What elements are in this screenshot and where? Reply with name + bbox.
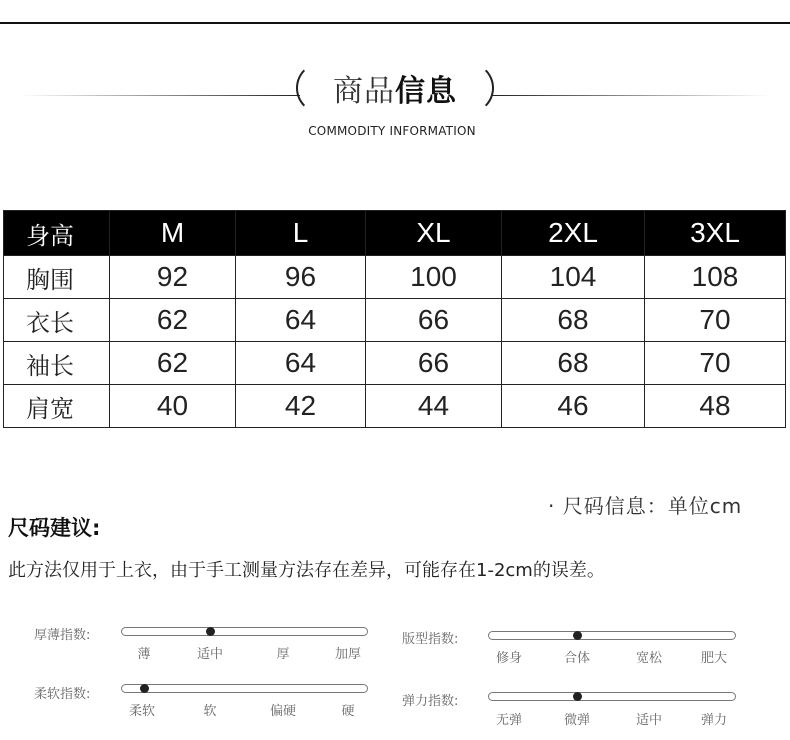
size-table — [3, 210, 786, 428]
table-row — [4, 342, 786, 385]
row-label: 袖长 — [4, 342, 110, 385]
header-line-left — [20, 95, 300, 96]
table-cell: 66 — [366, 342, 502, 385]
fit-tick: 宽松 — [635, 651, 662, 666]
softness-index-marker — [140, 684, 149, 693]
row-label: 衣长 — [4, 299, 110, 342]
table-cell: 68 — [502, 299, 645, 342]
row-label: 胸围 — [4, 256, 110, 299]
advice-text: 此方法仅用于上衣，由于手工测量方法存在差异，可能存在1-2cm的误差。 — [8, 560, 605, 581]
unit-note: · 尺码信息：单位cm — [548, 494, 743, 518]
stretch-tick: 适中 — [635, 713, 662, 728]
table-row — [4, 256, 786, 299]
size-table-header — [4, 211, 786, 256]
page-title — [300, 66, 490, 110]
advice-title: 尺码建议: — [8, 516, 101, 540]
title-bold: 信息 — [395, 74, 457, 109]
header-line-right — [492, 95, 770, 96]
fit-tick: 合体 — [563, 651, 590, 666]
table-cell: 48 — [645, 385, 786, 428]
table-cell: 100 — [366, 256, 502, 299]
table-row — [4, 385, 786, 428]
fit-tick: 肥大 — [700, 651, 727, 666]
softness-tick: 偏硬 — [269, 704, 296, 719]
softness-tick: 硬 — [341, 704, 355, 719]
stretch-tick: 弹力 — [700, 713, 727, 728]
thickness-tick: 薄 — [137, 647, 151, 662]
page-subtitle: COMMODITY INFORMATION — [308, 124, 476, 138]
table-cell: 62 — [110, 342, 236, 385]
softness-tick: 软 — [203, 704, 217, 719]
header-cell: 身高 — [4, 211, 110, 256]
table-cell: 96 — [236, 256, 366, 299]
thickness-tick: 厚 — [276, 647, 290, 662]
header-cell: XL — [366, 211, 502, 256]
table-row — [4, 299, 786, 342]
stretch-index-label: 弹力指数: — [402, 694, 459, 709]
table-cell: 68 — [502, 342, 645, 385]
softness-index-label: 柔软指数: — [34, 687, 91, 702]
stretch-tick: 微弹 — [563, 713, 590, 728]
header-cell: M — [110, 211, 236, 256]
row-label: 肩宽 — [4, 385, 110, 428]
stretch-index-track — [488, 692, 736, 701]
top-divider — [0, 22, 790, 24]
header-cell: 2XL — [502, 211, 645, 256]
table-cell: 64 — [236, 299, 366, 342]
header-cell: 3XL — [645, 211, 786, 256]
table-cell: 46 — [502, 385, 645, 428]
header-cell: L — [236, 211, 366, 256]
table-cell: 66 — [366, 299, 502, 342]
thickness-index-marker — [206, 627, 215, 636]
table-cell: 108 — [645, 256, 786, 299]
table-cell: 42 — [236, 385, 366, 428]
fit-index-label: 版型指数: — [402, 632, 459, 647]
thickness-index-track — [121, 627, 368, 636]
table-cell: 70 — [645, 299, 786, 342]
table-cell: 64 — [236, 342, 366, 385]
fit-index-track — [488, 631, 736, 640]
table-cell: 92 — [110, 256, 236, 299]
stretch-index-marker — [573, 692, 582, 701]
softness-index-track — [121, 684, 368, 693]
fit-tick: 修身 — [495, 651, 522, 666]
fit-index-marker — [573, 631, 582, 640]
thickness-index-label: 厚薄指数: — [34, 628, 91, 643]
stretch-tick: 无弹 — [495, 713, 522, 728]
thickness-tick: 加厚 — [334, 647, 361, 662]
table-cell: 40 — [110, 385, 236, 428]
softness-tick: 柔软 — [128, 704, 155, 719]
table-cell: 44 — [366, 385, 502, 428]
table-cell: 70 — [645, 342, 786, 385]
title-light: 商品 — [333, 74, 395, 109]
table-cell: 62 — [110, 299, 236, 342]
table-cell: 104 — [502, 256, 645, 299]
thickness-tick: 适中 — [196, 647, 223, 662]
